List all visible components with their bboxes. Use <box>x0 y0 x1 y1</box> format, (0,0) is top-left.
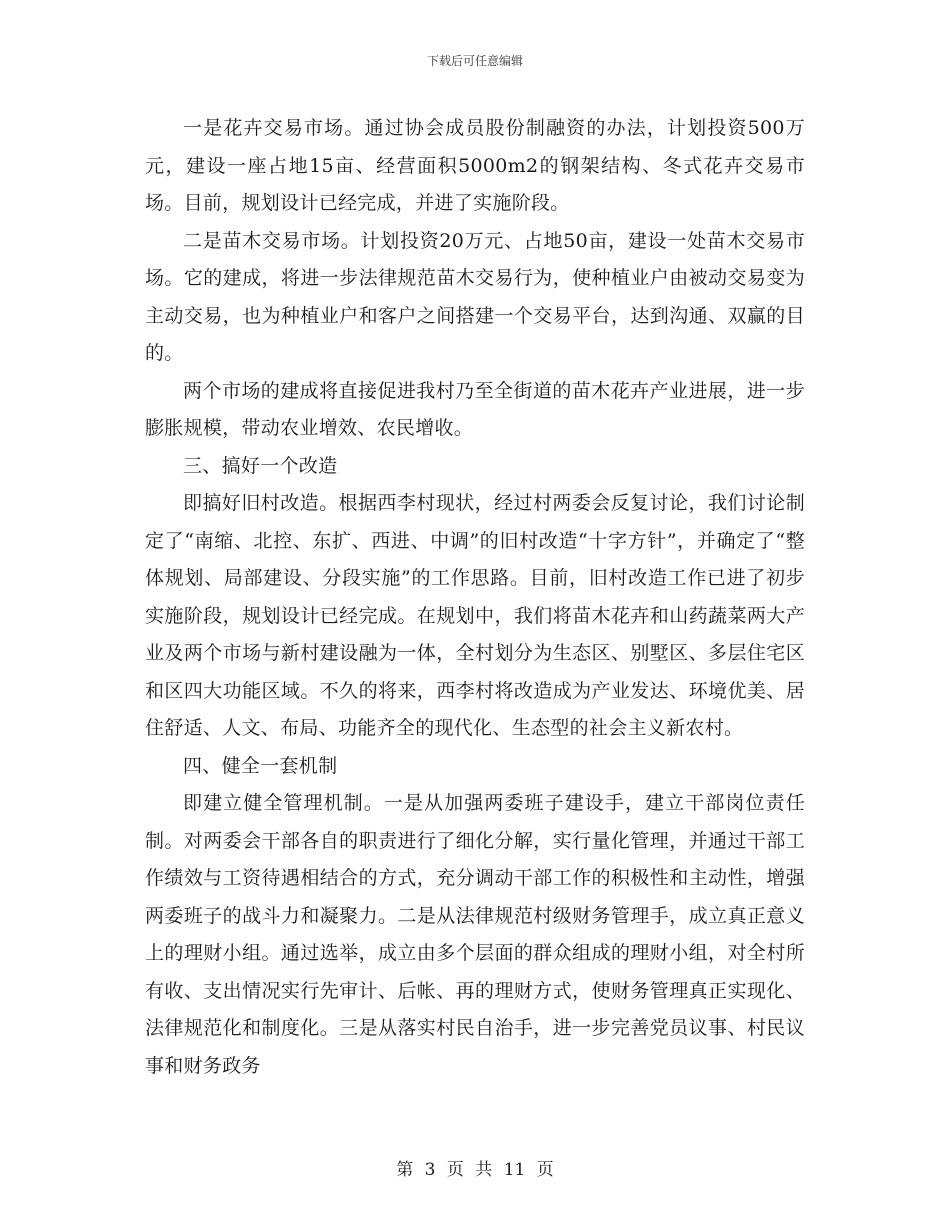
download-note: 下载后可任意编辑 <box>426 54 523 68</box>
section-heading-renovation: 三、搞好一个改造 <box>183 454 338 477</box>
page-number: 第 3 页 共 11 页 <box>396 1160 554 1180</box>
paragraph-management-mechanism: 即建立健全管理机制。一是从加强两委班子建设手，建立干部岗位责任制。对两委会干部各自的职责进行了细化分解，实行量化管理，并通过干部工作绩效与工资待遇相结合的方式，充分调动干部工作的积极性和主动性，增强两委班子的战斗力和凝聚力。二是从法律规范村级财务管理手，成立真正意义上的理财小组。通过选举，成立由多个层面的群众组成的理财小组，对全村所有收、支出情况实行先审计、后帐、再的理财方式，使财务管理真正实现化、法律规范化和制度化。三是从落实村民自治手，进一步完善党员议事、村民议事和财务政务 <box>145 792 805 1077</box>
document-body <box>145 110 805 1085</box>
paragraph-markets-effect: 两个市场的建成将直接促进我村乃至全街道的苗木花卉产业进展，进一步膨胀规模，带动农业增效、农民增收。 <box>145 379 805 439</box>
section-heading-mechanism: 四、健全一套机制 <box>183 754 338 777</box>
paragraph-seedling-market: 二是苗木交易市场。计划投资20万元、占地50亩，建设一处苗木交易市场。它的建成，将进一步法律规范苗木交易行为，使种植业户由被动交易变为主动交易，也为种植业户和客户之间搭建一个交易平台，达到沟通、双赢的目的。 <box>145 229 805 364</box>
paragraph-flower-market: 一是花卉交易市场。通过协会成员股份制融资的办法，计划投资500万元，建设一座占地15亩、经营面积5000m2的钢架结构、冬式花卉交易市场。目前，规划设计已经完成，并进了实施阶段。 <box>145 117 805 214</box>
paragraph-village-renovation: 即搞好旧村改造。根据西李村现状，经过村两委会反复讨论，我们讨论制定了“南缩、北控、东扩、西进、中调”的旧村改造“十字方针”，并确定了“整体规划、局部建设、分段实施”的工作思路。目前，旧村改造工作已进了初步实施阶段，规划设计已经完成。在规划中，我们将苗木花卉和山药蔬菜两大产业及两个市场与新村建设融为一体，全村划分为生态区、别墅区、多层住宅区和区四大功能区域。不久的将来，西李村将改造成为产业发达、环境优美、居住舒适、人文、布局、功能齐全的现代化、生态型的社会主义新农村。 <box>145 492 805 739</box>
